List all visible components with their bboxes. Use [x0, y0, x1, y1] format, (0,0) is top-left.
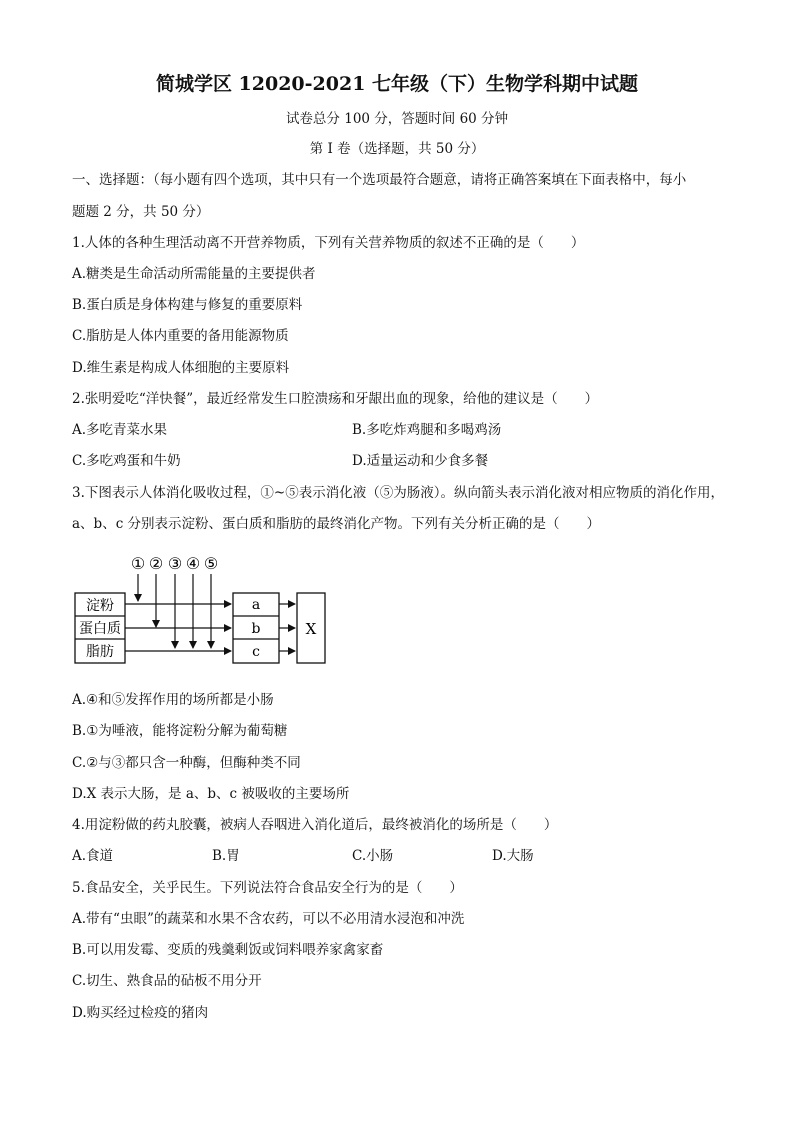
question-3-option-a: A.④和⑤发挥作用的场所都是小肠 [72, 692, 274, 708]
question-2-option-d: D.适量运动和少食多餐 [352, 453, 489, 469]
question-5-option-b: B.可以用发霉、变质的残羹剩饭或饲料喂养家禽家畜 [72, 942, 384, 958]
product-a: a [251, 597, 261, 613]
question-1-option-b: B.蛋白质是身体构建与修复的重要原料 [72, 297, 303, 313]
juice-label-1: ① [130, 554, 146, 573]
question-3-stem-line1: 3.下图表示人体消化吸收过程，①~⑤表示消化液（⑤为肠液）。纵向箭头表示消化液对相应物质的消化作用， [72, 485, 724, 501]
nutrient-fat: 脂肪 [86, 644, 114, 660]
product-c: c [252, 644, 260, 660]
question-4-option-c: C.小肠 [352, 848, 394, 864]
juice-label-5: ⑤ [203, 554, 219, 573]
digestion-diagram [70, 548, 340, 670]
question-5-option-d: D.购买经过检疫的猪肉 [72, 1005, 209, 1021]
juice-label-3: ③ [167, 554, 183, 573]
juice-label-2: ② [148, 554, 164, 573]
question-1-stem: 1.人体的各种生理活动离不开营养物质，下列有关营养物质的叙述不正确的是（ ） [72, 235, 585, 251]
exam-info: 试卷总分 100 分，答题时间 60 分钟 [285, 111, 509, 127]
juice-label-4: ④ [185, 554, 201, 573]
section-instructions-line2: 题题 2 分，共 50 分） [72, 204, 210, 220]
question-1-option-d: D.维生素是构成人体细胞的主要原料 [72, 360, 290, 376]
question-4-option-d: D.大肠 [492, 848, 534, 864]
question-3-option-d: D.X 表示大肠，是 a、b、c 被吸收的主要场所 [72, 786, 350, 802]
question-1-option-c: C.脂肪是人体内重要的备用能源物质 [72, 328, 289, 344]
question-5-stem: 5.食品安全，关乎民生。下列说法符合食品安全行为的是（ ） [72, 880, 463, 896]
question-4-option-b: B.胃 [212, 848, 240, 864]
question-5-option-c: C.切生、熟食品的砧板不用分开 [72, 973, 262, 989]
question-2-option-a: A.多吃青菜水果 [72, 422, 168, 438]
question-5-option-a: A.带有“虫眼”的蔬菜和水果不含农药，可以不必用清水浸泡和冲洗 [72, 911, 465, 927]
page-title: 简城学区 12020-2021 七年级（下）生物学科期中试题 [155, 73, 639, 95]
nutrient-starch: 淀粉 [86, 598, 114, 614]
volume-heading: 第 I 卷（选择题，共 50 分） [309, 141, 485, 157]
question-2-option-b: B.多吃炸鸡腿和多喝鸡汤 [352, 422, 502, 438]
question-2-option-c: C.多吃鸡蛋和牛奶 [72, 453, 181, 469]
section-instructions-line1: 一、选择题：（每小题有四个选项，其中只有一个选项最符合题意，请将正确答案填在下面表格中，每小 [72, 172, 687, 188]
question-1-option-a: A.糖类是生命活动所需能量的主要提供者 [72, 266, 316, 282]
question-2-stem: 2.张明爱吃“洋快餐”，最近经常发生口腔溃疡和牙龈出血的现象，给他的建议是（ ） [72, 391, 599, 407]
question-3-option-b: B.①为唾液，能将淀粉分解为葡萄糖 [72, 723, 288, 739]
question-4-stem: 4.用淀粉做的药丸胶囊，被病人吞咽进入消化道后，最终被消化的场所是（ ） [72, 817, 558, 833]
absorption-label: X [305, 620, 317, 638]
nutrient-protein: 蛋白质 [79, 621, 121, 637]
question-3-stem-line2: a、b、c 分别表示淀粉、蛋白质和脂肪的最终消化产物。下列有关分析正确的是（ ） [72, 516, 601, 532]
question-4-option-a: A.食道 [72, 848, 114, 864]
question-3-option-c: C.②与③都只含一种酶，但酶种类不同 [72, 755, 301, 771]
product-b: b [251, 621, 261, 637]
